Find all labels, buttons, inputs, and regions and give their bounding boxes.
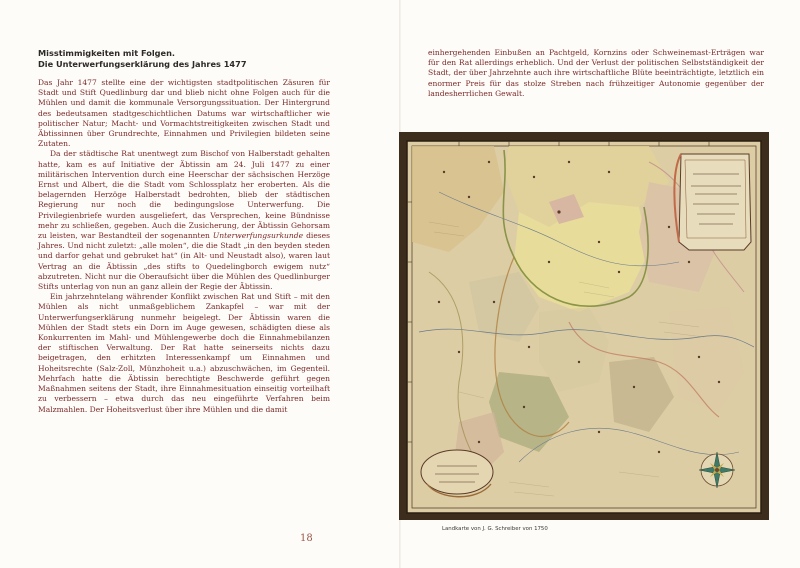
left-body-text — [38, 78, 330, 415]
right-paragraph: einhergehenden Einbußen an Pachtgeld, Kornzins oder Schweinemast-Erträgen war für den Rat allerdings erheblich. Und der Verlust der politischen Selbstständigkeit der Stadt, der über Jahrzehnte auch ihre wirtschaftliche Blüte beeinträchtigte, letztlich ein enormer Preis für das stolze Streben nach frühzeitiger Autonomie gegenüber der landesherrlichen Gewalt. — [428, 48, 764, 98]
title-cartouche-icon — [674, 154, 751, 250]
paragraph-2-part-2: dieses Jahres. Und nicht zuletzt: „alle molen“, die die Stadt „in den beyden steden und darfor gehat und gebruket hat“ (in Alt- und Neustadt also), waren laut Vertrag an die Äbtissin „des stifts to Quedelingborch ewigem nutz“ abzutreten. Nicht nur die Oberaufsicht über die Mühlen des Quedlinburger Stifts unterlag von nun an ganz allein der Regie der Äbtissin. — [38, 231, 331, 292]
paragraph-2-part-1: Da der städtische Rat unentwegt zum Bischof von Halberstadt gehalten hatte, kam es auf Initiative der Äbtissin am 24. Juli 1477 zu einer militärischen Intervention durch eine Heerschar der sächsischen Herzöge Ernst und Albert, die die Stadt vom Schlossplatz her eroberten. Als die belagernden Herzöge Halberstadt bedrohten, blieb der städtischen Regierung nur noch die bedingungslose Unterwerfung. Die Privilegienbriefe wurden ausgeliefert, das Versprechen, keine Bündnisse mehr zu schließen, gegeben. Auch die Zusicherung, der Äbtissin Gehorsam zu leisten, war Bestandteil der sogenannten — [38, 149, 330, 241]
paragraph-2 — [38, 149, 330, 292]
paragraph-2-italic-term: Unterwerfungsurkunde — [212, 231, 304, 241]
historic-map — [399, 132, 769, 520]
map-caption: Landkarte von J. G. Schreiber von 1750 — [442, 526, 548, 532]
page-number: 18 — [300, 533, 313, 544]
map-illustration — [399, 132, 769, 520]
left-page — [38, 48, 330, 415]
section-heading — [38, 48, 330, 70]
paragraph-1: Das Jahr 1477 stellte eine der wichtigsten stadtpolitischen Zäsuren für Stadt und Stift Quedlinburg dar und blieb nicht ohne Folgen auch für die Mühlen und damit die kommunale Versorgungssituation. Der Hintergrund des bedeutsamen stadtgeschichtlichen Datums war wirtschaftlicher wie politischer Natur; Macht- und Vormachtstreitigkeiten zwischen Stadt und Äbtissinnen über Grundrechte, Einnahmen und Privilegien bildeten seine Zutaten. — [38, 78, 330, 149]
heading-line-1: Misstimmigkeiten mit Folgen. — [38, 48, 176, 58]
right-page-text — [428, 48, 764, 99]
heading-line-2: Die Unterwerfungserklärung des Jahres 1477 — [38, 59, 247, 69]
paragraph-3: Ein jahrzehntelang währender Konflikt zwischen Rat und Stift – mit den Mühlen als nicht unmaßgeblichem Zankapfel – war mit der Unterwerfungserklärung nunmehr beigelegt. Der Äbtissin waren die Mühlen der Stadt stets ein Dorn im Auge gewesen, schädigten diese als Konkurrenten im Mahl- und Mühlengewerbe doch die Einnahmebilanzen der stiftischen Verwaltung. Der Rat hatte seinerseits nichts dazu beigetragen, den erhitzten Interessenkampf um Einnahmen und Hoheitsrechte (Salz-Zoll, Münzhoheit u.a.) abzuschwächen, im Gegenteil. Mehrfach hatte die Äbtissin berechtigte Beschwerde geführt gegen Maßnahmen seitens der Stadt, ihre Einnahmesituation einseitig vorteilhaft zu verbessern – etwa durch das neu eingeführte Verfahren beim Malzmahlen. Der Hoheitsverlust über ihre Mühlen und die damit — [38, 292, 330, 414]
